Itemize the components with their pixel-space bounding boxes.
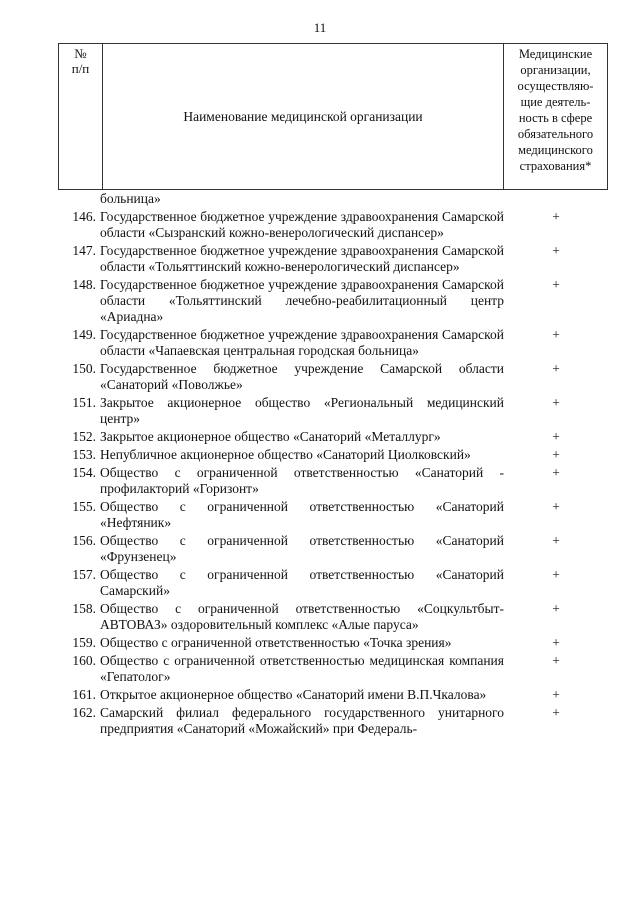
table-row (58, 277, 608, 325)
table-row (58, 635, 608, 651)
organization-name: Общество с ограниченной ответственностью «Соцкультбыт-АВТОВАЗ» оздоровительный комплекс «Алые паруса» (100, 601, 504, 632)
table-row (58, 209, 608, 241)
organization-name: Закрытое акционерное общество «Санаторий «Металлург» (100, 429, 441, 444)
row-number (58, 191, 98, 207)
organization-name: Непубличное акционерное общество «Санаторий Циолковский» (100, 447, 471, 462)
organization-name: больница» (100, 191, 161, 206)
row-number: 158. (72, 601, 96, 616)
oms-mark: + (552, 327, 560, 342)
table-row (58, 395, 608, 427)
organization-name: Общество с ограниченной ответственностью «Санаторий Самарский» (100, 567, 504, 598)
oms-mark: + (552, 447, 560, 462)
table-row (58, 533, 608, 565)
row-number: 156. (72, 533, 96, 548)
organization-name: Общество с ограниченной ответственностью медицинская компания «Гепатолог» (100, 653, 504, 684)
organization-name: Общество с ограниченной ответственностью «Санаторий «Нефтяник» (100, 499, 504, 530)
oms-mark: + (552, 277, 560, 292)
table-header (58, 43, 608, 190)
row-number: 149. (72, 327, 96, 342)
table-row (58, 243, 608, 275)
organization-name: Самарский филиал федерального государственного унитарного предприятия «Санаторий «Можайский» при Федераль- (100, 705, 504, 736)
table-row (58, 705, 608, 737)
header-number-column: № п/п (59, 44, 103, 189)
oms-mark: + (552, 601, 560, 616)
oms-mark: + (552, 687, 560, 702)
row-number: 160. (72, 653, 96, 668)
row-number: 150. (72, 361, 96, 376)
oms-mark: + (552, 635, 560, 650)
row-number: 151. (72, 395, 96, 410)
organization-name: Государственное бюджетное учреждение здравоохранения Самарской области «Тольяттинский кожно-венерологический диспансер» (100, 243, 504, 274)
oms-mark: + (552, 465, 560, 480)
header-oms-column: Медицинские организации, осуществляю- щие деятель- ность в сфере обязательного медицинского страхования* (503, 44, 607, 189)
organization-name: Закрытое акционерное общество «Региональный медицинский центр» (100, 395, 504, 426)
organization-name: Общество с ограниченной ответственностью «Точка зрения» (100, 635, 452, 650)
organization-name: Открытое акционерное общество «Санаторий имени В.П.Чкалова» (100, 687, 487, 702)
row-number: 147. (72, 243, 96, 258)
table-row (58, 429, 608, 445)
header-name-column: Наименование медицинской организации (183, 108, 423, 124)
table-row (58, 653, 608, 685)
oms-mark: + (552, 361, 560, 376)
organization-name: Государственное бюджетное учреждение здравоохранения Самарской области «Сызранский кожно-венерологический диспансер» (100, 209, 504, 240)
row-number: 152. (72, 429, 96, 444)
organization-name: Государственное бюджетное учреждение здравоохранения Самарской области «Тольяттинский лечебно-реабилитационный центр «Ариадна» (100, 277, 504, 324)
organization-name: Государственное бюджетное учреждение Самарской области «Санаторий «Поволжье» (100, 361, 504, 392)
organization-name: Общество с ограниченной ответственностью «Санаторий - профилакторий «Горизонт» (100, 465, 504, 496)
table-row (58, 327, 608, 359)
oms-mark: + (552, 209, 560, 224)
row-number: 155. (72, 499, 96, 514)
oms-mark: + (552, 705, 560, 720)
row-number: 148. (72, 277, 96, 292)
table-row (58, 499, 608, 531)
oms-mark: + (552, 567, 560, 582)
row-number: 146. (72, 209, 96, 224)
table-row (58, 465, 608, 497)
organization-name: Общество с ограниченной ответственностью «Санаторий «Фрунзенец» (100, 533, 504, 564)
table-row (58, 361, 608, 393)
oms-mark: + (552, 395, 560, 410)
oms-mark: + (552, 653, 560, 668)
table-row (58, 601, 608, 633)
row-number: 153. (72, 447, 96, 462)
row-number: 162. (72, 705, 96, 720)
organization-name: Государственное бюджетное учреждение здравоохранения Самарской области «Чапаевская центральная городская больница» (100, 327, 504, 358)
row-number: 161. (72, 687, 96, 702)
table-row (58, 447, 608, 463)
table-row (58, 687, 608, 703)
table-body (58, 191, 608, 739)
page-number: 11 (313, 20, 327, 35)
row-number: 154. (72, 465, 96, 480)
oms-mark (504, 191, 608, 207)
row-number: 157. (72, 567, 96, 582)
table-row (58, 567, 608, 599)
oms-mark: + (552, 533, 560, 548)
oms-mark: + (552, 499, 560, 514)
table-row (58, 191, 608, 207)
row-number: 159. (72, 635, 96, 650)
oms-mark: + (552, 243, 560, 258)
oms-mark: + (552, 429, 560, 444)
